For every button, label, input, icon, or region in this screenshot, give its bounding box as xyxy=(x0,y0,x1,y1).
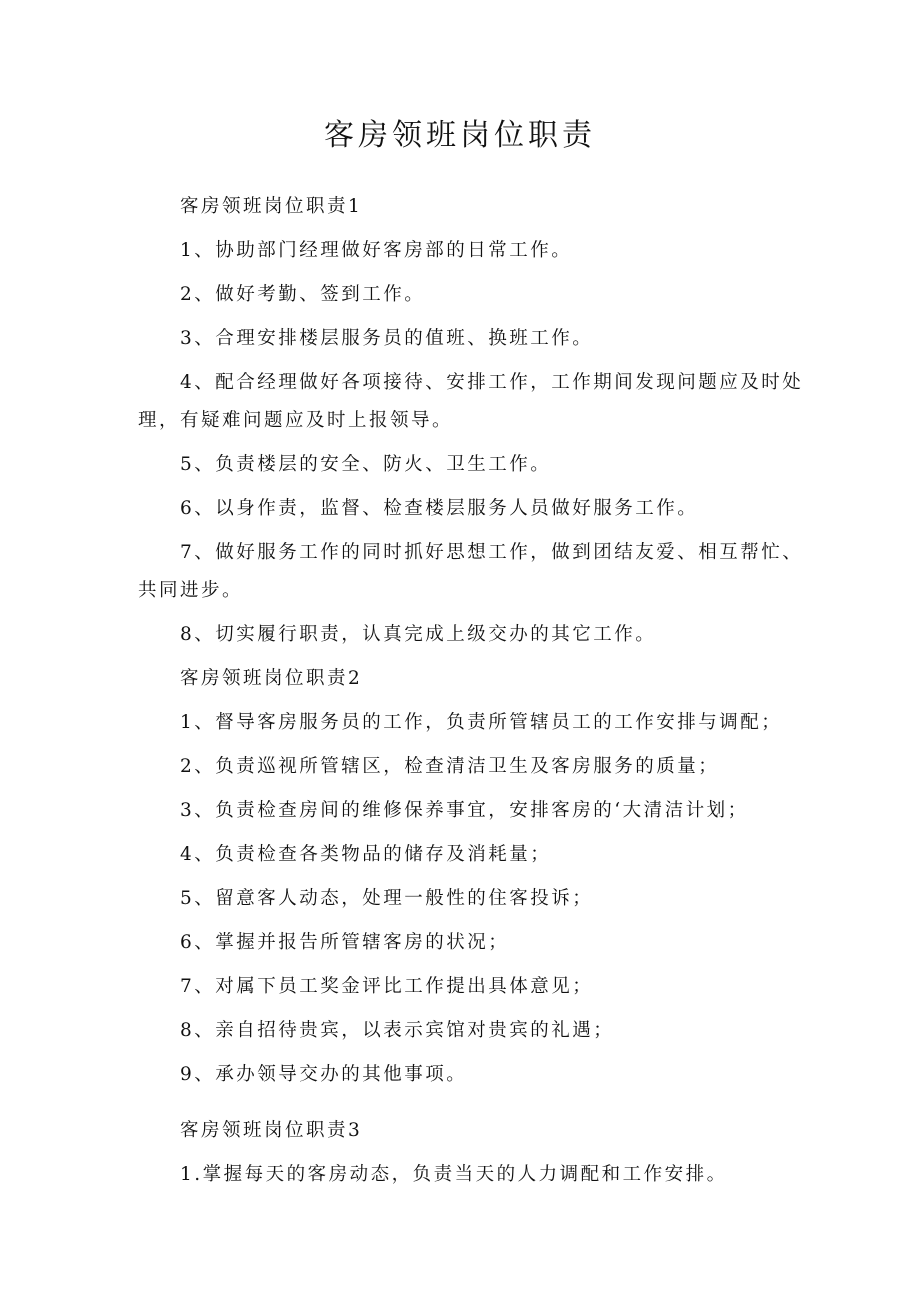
section-heading-1: 客房领班岗位职责1 xyxy=(180,196,363,217)
paragraph: 1、协助部门经理做好客房部的日常工作。 xyxy=(180,240,573,261)
paragraph: 3、合理安排楼层服务员的值班、换班工作。 xyxy=(180,328,594,349)
paragraph: 4、负责检查各类物品的储存及消耗量； xyxy=(180,844,552,865)
paragraph: 7、做好服务工作的同时抓好思想工作，做到团结友爱、相互帮忙、 xyxy=(180,542,804,563)
paragraph: 2、负责巡视所管辖区，检查清洁卫生及客房服务的质量； xyxy=(180,756,720,777)
paragraph: 9、承办领导交办的其他事项。 xyxy=(180,1064,468,1085)
document-title: 客房领班岗位职责 xyxy=(324,118,596,153)
paragraph: 7、对属下员工奖金评比工作提出具体意见； xyxy=(180,976,594,997)
paragraph: 5、负责楼层的安全、防火、卫生工作。 xyxy=(180,454,552,475)
section-heading-2: 客房领班岗位职责2 xyxy=(180,668,363,689)
paragraph-continuation: 共同进步。 xyxy=(138,580,244,601)
paragraph: 4、配合经理做好各项接待、安排工作，工作期间发现问题应及时处 xyxy=(180,372,804,393)
paragraph: 1.掌握每天的客房动态，负责当天的人力调配和工作安排。 xyxy=(180,1164,728,1185)
paragraph: 6、掌握并报告所管辖客房的状况； xyxy=(180,932,510,953)
paragraph-continuation: 理，有疑难问题应及时上报领导。 xyxy=(138,410,454,431)
paragraph: 8、亲自招待贵宾，以表示宾馆对贵宾的礼遇； xyxy=(180,1020,615,1041)
paragraph: 1、督导客房服务员的工作，负责所管辖员工的工作安排与调配； xyxy=(180,712,783,733)
section-heading-3: 客房领班岗位职责3 xyxy=(180,1120,363,1141)
paragraph: 8、切实履行职责，认真完成上级交办的其它工作。 xyxy=(180,624,657,645)
paragraph: 6、以身作责，监督、检查楼层服务人员做好服务工作。 xyxy=(180,498,699,519)
paragraph: 2、做好考勤、签到工作。 xyxy=(180,284,426,305)
paragraph: 3、负责检查房间的维修保养事宜，安排客房的‘大清洁计划； xyxy=(180,800,749,821)
paragraph: 5、留意客人动态，处理一般性的住客投诉； xyxy=(180,888,594,909)
